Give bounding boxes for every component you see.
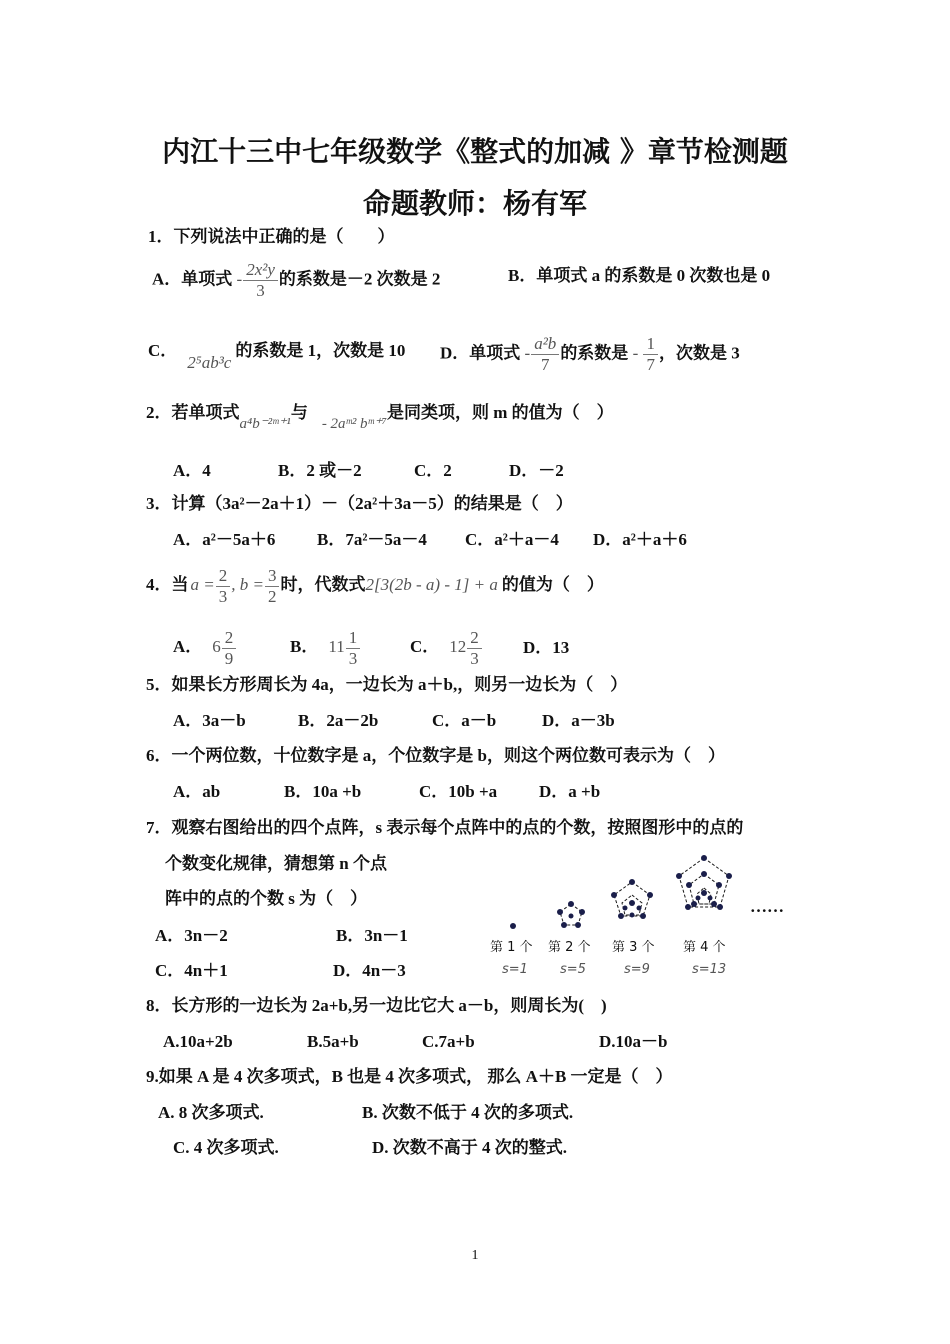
q1-option-a: A．单项式 - $\frac{\text{2x²y}}{3}$ 的系数是－2 次数是 2 — [152, 260, 441, 300]
q5-option-d: D．a－3b — [542, 711, 615, 730]
q5-option-c: C．a－b — [432, 711, 497, 730]
q7-stem-line-2: 个数变化规律，猜想第 n 个点 — [165, 854, 387, 873]
q4-option-a: A． 6 $\frac{2}{9}$ — [173, 625, 237, 669]
figure-label-3: 第 3 个 — [612, 940, 655, 955]
author-line: 命题教师：杨有军 — [362, 187, 587, 220]
q1-option-d: D．单项式 - $\frac{\text{a²b}}{7}$ 的系数是 - $\frac{1}{7}$ ，次数是 3 — [440, 334, 740, 374]
q5-option-a: A．3a－b — [173, 711, 246, 730]
q4-expression: 2[3(2b - a) - 1] + a — [365, 575, 498, 594]
q1-option-c: C．2⁵ab³c的系数是 1，次数是 10 — [148, 341, 406, 372]
q2-option-a: A．4 — [173, 461, 211, 480]
q7-option-d: D．4n－3 — [333, 961, 406, 980]
q1-d-fraction: $\frac{\text{a²b}}{7}$ — [531, 334, 559, 375]
q2-option-d: D．－2 — [509, 461, 564, 480]
q1-option-b: B．单项式 a 的系数是 0 次数也是 0 — [508, 266, 771, 285]
q4-a-value: $\frac{2}{3}$ — [216, 566, 231, 607]
q8-option-c: C.7a+b — [422, 1032, 475, 1051]
q3-option-d: D．a²＋a＋6 — [593, 530, 687, 549]
figure-count-2: s=5 — [560, 962, 586, 977]
q7-option-c: C．4n＋1 — [155, 961, 228, 980]
q1-a-prefix: A．单项式 — [152, 269, 233, 289]
q9-option-c: C. 4 次多项式. — [173, 1138, 279, 1157]
q1-a-suffix: 的系数是－2 次数是 2 — [278, 269, 441, 289]
q1-stem: 1．下列说法中正确的是（ ） — [148, 227, 395, 246]
q9-option-b: B. 次数不低于 4 次的多项式. — [362, 1103, 574, 1122]
figure-ellipsis: …… — [750, 897, 784, 916]
q9-option-a: A. 8 次多项式. — [158, 1103, 264, 1122]
q6-option-c: C．10b +a — [419, 782, 498, 801]
q7-stem-line-3: 阵中的点的个数 s 为（ ） — [165, 889, 368, 908]
q2-stem: 2．若单项式a⁴b⁻²ᵐ⁺¹与- 2aᵐ² bᵐ⁺⁷是同类项，则 m 的值为（ ） — [146, 403, 614, 432]
figure-label-2: 第 2 个 — [548, 940, 591, 955]
q1-c-expression: 2⁵ab³c — [187, 353, 232, 372]
q7-stem-line-1: 7．观察右图给出的四个点阵，s 表示每个点阵中的点的个数，按照图形中的点的 — [146, 818, 744, 837]
q1-a-fraction: $\frac{\text{2x²y}}{3}$ — [243, 260, 278, 301]
q9-option-d: D. 次数不高于 4 次的整式. — [372, 1138, 568, 1157]
q3-option-c: C．a²＋a－4 — [465, 530, 559, 549]
q7-option-a: A．3n－2 — [155, 926, 228, 945]
q4-option-d: D．13 — [523, 638, 570, 657]
figure-count-4: s=13 — [692, 962, 727, 977]
q4-option-b: B． 11 $\frac{1}{3}$ — [290, 625, 361, 669]
q5-stem: 5．如果长方形周长为 4a，一边长为 a＋b,，则另一边长为（ ） — [146, 675, 628, 694]
q4-stem: 4．当 a = $\frac{2}{3}$ , b = $\frac{3}{2}$ 时，代数式2[3(2b - a) - 1] + a 的值为（ ） — [146, 565, 604, 606]
page-title: 内江十三中七年级数学《整式的加减 》章节检测题 — [162, 135, 788, 168]
q2-option-b: B．2 或－2 — [278, 461, 362, 480]
q6-option-a: A．ab — [173, 782, 221, 801]
q2-option-c: C．2 — [414, 461, 452, 480]
q8-option-b: B.5a+b — [307, 1032, 359, 1051]
q8-option-a: A.10a+2b — [163, 1032, 233, 1051]
page-number: 1 — [471, 1248, 479, 1263]
q8-option-d: D.10a－b — [599, 1032, 668, 1051]
q6-option-d: D．a +b — [539, 782, 601, 801]
q8-stem: 8．长方形的一边长为 2a+b,另一边比它大 a－b，则周长为( ) — [146, 996, 607, 1015]
q2-expression-1: a⁴b⁻²ᵐ⁺¹ — [239, 416, 291, 432]
q7-option-b: B．3n－1 — [336, 926, 408, 945]
figure-count-3: s=9 — [624, 962, 650, 977]
q3-option-a: A．a²－5a＋6 — [173, 530, 276, 549]
q9-stem: 9.如果 A 是 4 次多项式，B 也是 4 次多项式， 那么 A＋B 一定是（ ） — [146, 1067, 673, 1086]
q1-d-fraction2: $\frac{1}{7}$ — [643, 334, 658, 375]
figure-count-1: s=1 — [502, 962, 528, 977]
q5-option-b: B．2a－2b — [298, 711, 379, 730]
q2-expression-2: - 2aᵐ² bᵐ⁺⁷ — [321, 416, 387, 432]
q6-stem: 6．一个两位数，十位数字是 a，个位数字是 b，则这个两位数可表示为（ ） — [146, 746, 725, 765]
q6-option-b: B．10a +b — [284, 782, 362, 801]
figure-label-4: 第 4 个 — [683, 940, 726, 955]
q3-stem: 3．计算（3a²－2a＋1）－（2a²＋3a－5）的结果是（ ） — [146, 494, 573, 513]
q4-b-value: $\frac{3}{2}$ — [265, 566, 280, 607]
q3-option-b: B．7a²－5a－4 — [317, 530, 427, 549]
q4-option-c: C． 12 $\frac{2}{3}$ — [410, 625, 483, 669]
figure-label-1: 第 1 个 — [490, 940, 533, 955]
dot-pattern-figure — [480, 848, 800, 988]
